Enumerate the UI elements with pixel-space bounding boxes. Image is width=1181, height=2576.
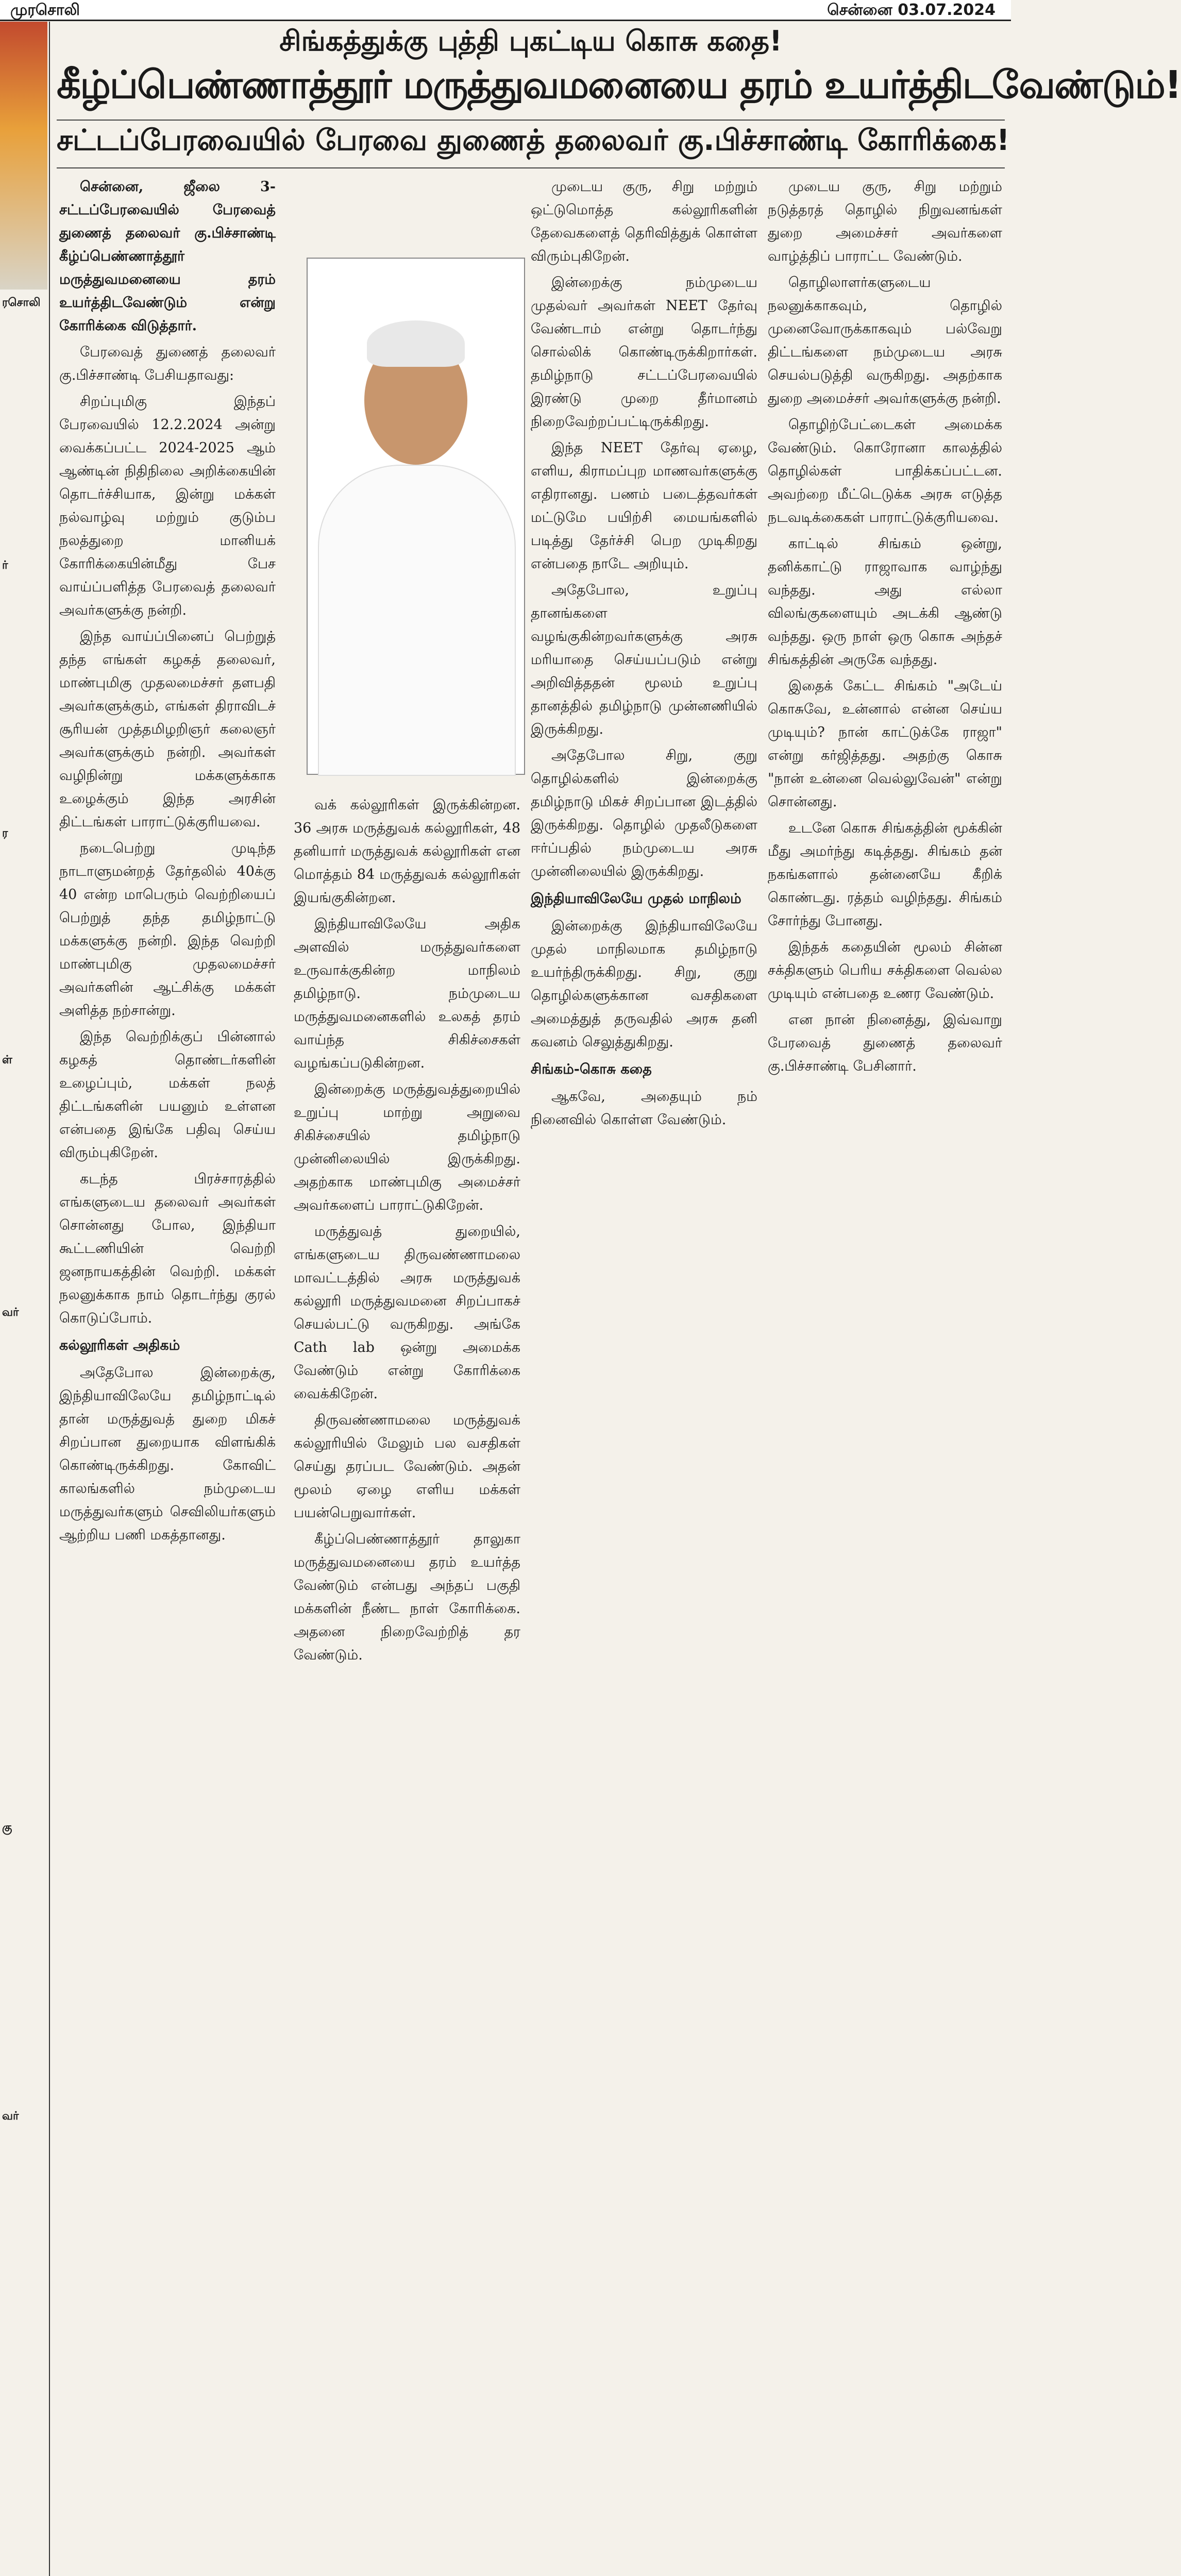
strip-fragment: கு xyxy=(2,1821,12,1834)
divider xyxy=(57,167,1005,168)
paragraph: இந்தக் கதையின் மூலம் சின்ன சக்திகளும் பெரிய சக்திகளை வெல்ல முடியும் என்பதை உணர வேண்டும். xyxy=(768,939,1002,1002)
article-kicker: சிங்கத்துக்கு புத்தி புகட்டிய கொசு கதை! xyxy=(279,25,782,57)
paragraph: பேரவைத் துணைத் தலைவர் கு.பிச்சாண்டி பேசியதாவது: xyxy=(59,344,276,383)
paragraph: திருவண்ணாமலை மருத்துவக் கல்லூரியில் மேலும் பல வசதிகள் செய்து தரப்பட வேண்டும். அதன் மூலம் ஏழை எளிய மக்கள் பயன்பெறுவார்கள். xyxy=(294,1412,520,1521)
divider xyxy=(57,120,1005,121)
paragraph: அதேபோல இன்றைக்கு, இந்தியாவிலேயே தமிழ்நாட்டில் தான் மருத்துவத் துறை மிகச் சிறப்பான துறையாக விளங்கிக் கொண்டிருக்கிறது. கோவிட் காலங்களில் நம்முடைய மருத்துவர்களும் செவிலியர்களும் ஆற்றிய பணி மகத்தானது. xyxy=(59,1365,276,1543)
paragraph: வக் கல்லூரிகள் இருக்கின்றன. 36 அரசு மருத்துவக் கல்லூரிகள், 48 தனியார் மருத்துவக் கல்லூரிகள் என மொத்தம் 84 மருத்துவக் கல்லூரிகள் இயங்குகின்றன. xyxy=(294,797,520,906)
paragraph: என நான் நினைத்து, இவ்வாறு பேரவைத் துணைத் தலைவர் கு.பிச்சாண்டி பேசினார். xyxy=(768,1012,1002,1074)
paragraph: உடனே கொசு சிங்கத்தின் மூக்கின் மீது அமர்ந்து கடித்தது. சிங்கம் தன் நகங்களால் தன்னையே கீறிக் கொண்டது. ரத்தம் வழிந்தது. சிங்கம் சோர்ந்து போனது. xyxy=(768,820,1002,929)
paragraph: காட்டில் சிங்கம் ஒன்று, தனிக்காட்டு ராஜாவாக வாழ்ந்து வந்தது. அது எல்லா விலங்குகளையும் அடக்கி ஆண்டு வந்தது. ஒரு நாள் ஒரு கொசு அந்தச் சிங்கத்தின் அருகே வந்தது. xyxy=(768,536,1002,668)
paragraph: மருத்துவத் துறையில், எங்களுடைய திருவண்ணாமலை மாவட்டத்தில் அரசு மருத்துவக் கல்லூரி மருத்துவமனை சிறப்பாகச் செயல்பட்டு வருகிறது. அங்கே Cath lab ஒன்று அமைக்க வேண்டும் என்று கோரிக்கை வைக்கிறேன். xyxy=(294,1224,520,1402)
paragraph: இன்றைக்கு இந்தியாவிலேயே முதல் மாநிலமாக தமிழ்நாடு உயர்ந்திருக்கிறது. சிறு, குறு தொழில்களுக்கான வசதிகளை அமைத்துத் தருவதில் அரசு தனி கவனம் செலுத்துகிறது. xyxy=(531,918,757,1050)
adjacent-photo xyxy=(0,22,47,290)
paragraph: தொழிலாளர்களுடைய நலனுக்காகவும், தொழில் முனைவோருக்காகவும் பல்வேறு திட்டங்களை நம்முடைய அரசு செயல்படுத்தி வருகிறது. அதற்காக துறை அமைச்சர் அவர்களுக்கு நன்றி. xyxy=(768,275,1002,406)
speaker-portrait xyxy=(307,258,525,775)
paragraph: கடந்த பிரச்சாரத்தில் எங்களுடைய தலைவர் அவர்கள் சொன்னது போல, இந்தியா கூட்டணியின் வெற்றி ஜனநாயகத்தின் வெற்றி. மக்கள் நலனுக்காக நாம் தொடர்ந்து குரல் கொடுப்போம். xyxy=(59,1171,276,1326)
strip-fragment: ள் xyxy=(2,1053,12,1066)
paragraph: தொழிற்பேட்டைகள் அமைக்க வேண்டும். கொரோனா காலத்தில் தொழில்கள் பாதிக்கப்பட்டன. அவற்றை மீட்டெடுக்க அரசு எடுத்த நடவடிக்கைகள் பாராட்டுக்குரியவை. xyxy=(768,417,1002,526)
strip-fragment: ர xyxy=(2,826,8,840)
dateline: சென்னை 03.07.2024 xyxy=(827,1,996,19)
paragraph: அதேபோல, உறுப்பு தானங்களை வழங்குகின்றவர்களுக்கு அரசு மரியாதை செய்யப்படும் என்று அறிவித்ததன் மூலம் உறுப்பு தானத்தில் தமிழ்நாடு முன்னணியில் இருக்கிறது. xyxy=(531,582,757,737)
paragraph: கீழ்ப்பெண்ணாத்தூர் தாலுகா மருத்துவமனையை தரம் உயர்த்த வேண்டும் என்பது அந்தப் பகுதி மக்களின் நீண்ட நாள் கோரிக்கை. அதனை நிறைவேற்றித் தர வேண்டும். xyxy=(294,1531,520,1663)
masthead: முரசொலி xyxy=(10,1,80,19)
article-subhead: சட்டப்பேரவையில் பேரவை துணைத் தலைவர் கு.பிச்சாண்டி கோரிக்கை! xyxy=(57,124,1010,157)
section-subtitle: சிங்கம்-கொசு கதை xyxy=(531,1061,652,1077)
paragraph: முடைய குரு, சிறு மற்றும் நடுத்தரத் தொழில் நிறுவனங்கள் துறை அமைச்சர் அவர்களை வாழ்த்திப் பாராட்ட வேண்டும். xyxy=(768,179,1002,264)
article-headline: கீழ்ப்பெண்ணாத்தூர் மருத்துவமனையை தரம் உயர்த்திடவேண்டும்! xyxy=(57,63,1181,107)
strip-fragment: ர் xyxy=(2,558,8,572)
article-lead: சென்னை, ஜீலை 3- சட்டப்பேரவையில் பேரவைத் துணைத் தலைவர் கு.பிச்சாண்டி கீழ்ப்பெண்ணாத்தூர் மருத்துவமனையை தரம் உயர்த்திடவேண்டும் என்று கோரிக்கை விடுத்தார். xyxy=(59,179,276,334)
paragraph: ஆகவே, அதையும் நம் நினைவில் கொள்ள வேண்டும். xyxy=(531,1089,757,1128)
left-strip-adjacent-article xyxy=(0,22,50,2576)
paragraph: இன்றைக்கு மருத்துவத்துறையில் உறுப்பு மாற்று அறுவை சிகிச்சையில் தமிழ்நாடு முன்னிலையில் இருக்கிறது. அதற்காக மாண்புமிகு அமைச்சர் அவர்களைப் பாராட்டுகிறேன். xyxy=(294,1081,520,1213)
paragraph: சிறப்புமிகு இந்தப் பேரவையில் 12.2.2024 அன்று வைக்கப்பட்ட 2024-2025 ஆம் ஆண்டின் நிதிநிலை அறிக்கையின் தொடர்ச்சியாக, இன்று மக்கள் நல்வாழ்வு மற்றும் குடும்ப நலத்துறை மானியக் கோரிக்கையின்மீது பேச வாய்ப்பளித்த பேரவைத் தலைவர் அவர்களுக்கு நன்றி. xyxy=(59,394,276,618)
strip-fragment: வர் xyxy=(2,2109,19,2123)
article-column-3 xyxy=(531,175,757,2576)
paragraph: இந்தியாவிலேயே அதிக அளவில் மருத்துவர்களை உருவாக்குகின்ற மாநிலம் தமிழ்நாடு. நம்முடைய மருத்துவமனைகளில் உலகத் தரம் வாய்ந்த சிகிச்சைகள் வழங்கப்படுகின்றன. xyxy=(294,916,520,1071)
strip-fragment: வர் xyxy=(2,1306,19,1319)
article-column-2 xyxy=(294,793,520,2576)
article-column-4 xyxy=(768,175,1002,2576)
section-subtitle: இந்தியாவிலேயே முதல் மாநிலம் xyxy=(531,891,741,907)
paragraph: முடைய குரு, சிறு மற்றும் ஒட்டுமொத்த கல்லூரிகளின் தேவைகளைத் தெரிவித்துக் கொள்ள விரும்புகிறேன். xyxy=(531,179,757,264)
paragraph: நடைபெற்று முடிந்த நாடாளுமன்றத் தேர்தலில் 40க்கு 40 என்ற மாபெரும் வெற்றியைப் பெற்றுத் தந்த தமிழ்நாட்டு மக்களுக்கு நன்றி. இந்த வெற்றி மாண்புமிகு முதலமைச்சர் அவர்களின் ஆட்சிக்கு மக்கள் அளித்த நற்சான்று. xyxy=(59,840,276,1019)
paragraph: இன்றைக்கு நம்முடைய முதல்வர் அவர்கள் NEET தேர்வு வேண்டாம் என்று தொடர்ந்து சொல்லிக் கொண்டிருக்கிறார்கள். தமிழ்நாடு சட்டப்பேரவையில் இரண்டு முறை தீர்மானம் நிறைவேற்றப்பட்டிருக்கிறது. xyxy=(531,275,757,430)
portrait-body xyxy=(318,465,516,776)
paragraph: இந்த வெற்றிக்குப் பின்னால் கழகத் தொண்டர்களின் உழைப்பும், மக்கள் நலத் திட்டங்களின் பயனும் உள்ளன என்பதை இங்கே பதிவு செய்ய விரும்புகிறேன். xyxy=(59,1029,276,1161)
strip-fragment: ரசொலி xyxy=(2,296,41,309)
page-header xyxy=(0,0,1011,21)
paragraph: இதைக் கேட்ட சிங்கம் "அடேய் கொசுவே, உன்னால் என்ன செய்ய முடியும்? நான் காட்டுக்கே ராஜா" என்று கர்ஜித்தது. அதற்கு கொசு "நான் உன்னை வெல்லுவேன்" என்று சொன்னது. xyxy=(768,678,1002,810)
paragraph: இந்த வாய்ப்பினைப் பெற்றுத் தந்த எங்கள் கழகத் தலைவர், மாண்புமிகு முதலமைச்சர் தளபதி அவர்களுக்கும், எங்கள் திராவிடச் சூரியன் முத்தமிழறிஞர் கலைஞர் அவர்களுக்கும் நன்றி. அவர்கள் வழிநின்று மக்களுக்காக உழைக்கும் இந்த அரசின் திட்டங்கள் பாராட்டுக்குரியவை. xyxy=(59,629,276,830)
paragraph: அதேபோல சிறு, குறு தொழில்களில் இன்றைக்கு தமிழ்நாடு மிகச் சிறப்பான இடத்தில் இருக்கிறது. தொழில் முதலீடுகளை ஈர்ப்பதில் நம்முடைய அரசு முன்னிலையில் இருக்கிறது. xyxy=(531,748,757,879)
article-column-1 xyxy=(59,175,276,2576)
portrait-hair xyxy=(367,320,465,367)
paragraph: இந்த NEET தேர்வு ஏழை, எளிய, கிராமப்புற மாணவர்களுக்கு எதிரானது. பணம் படைத்தவர்கள் மட்டுமே பயிற்சி மையங்களில் படித்து தேர்ச்சி பெற முடிகிறது என்பதை நாடே அறியும். xyxy=(531,440,757,572)
section-subtitle: கல்லூரிகள் அதிகம் xyxy=(59,1337,180,1353)
